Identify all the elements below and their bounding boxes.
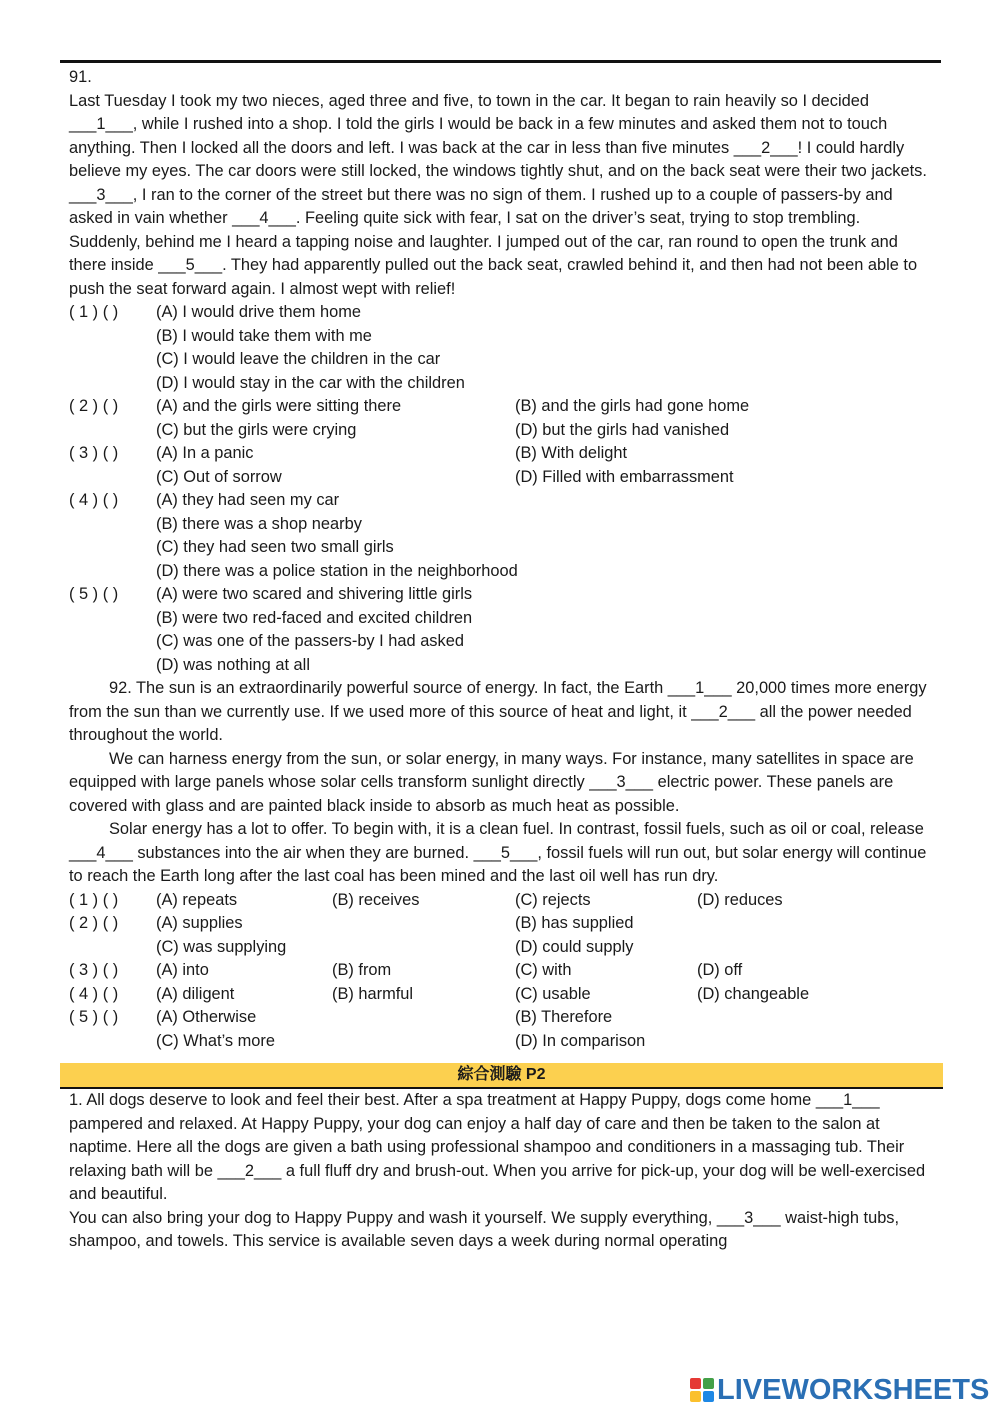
logo-square-1 — [690, 1378, 701, 1389]
p2-paragraph-1: 1. All dogs deserve to look and feel their best. After a spa treatment at Happy Puppy, dogs come home ___1___ pampered and relaxed. At Happy Puppy, your dog can enjoy a half day of care and then be taken to the salon at naptime. Here all the dogs are given a bath using professional shampoo and conditioners in a massaging tub. Their relaxing bath will be ___2___ a full fluff dry and brush-out. When you arrive for pick-up, your dog will be well-exercised and beautiful. — [69, 1091, 926, 1203]
q91-item-1 — [69, 301, 934, 325]
q92-item-3-option-c[interactable]: (C) with — [515, 961, 572, 979]
q91-item-2-option-d[interactable]: (D) but the girls had vanished — [515, 420, 730, 439]
q91-item-2-option-b[interactable]: (B) and the girls had gone home — [515, 397, 750, 415]
q92-item-1-option-c[interactable]: (C) rejects — [515, 890, 591, 909]
q92-item-5-option-d[interactable]: (D) In comparison — [515, 1031, 646, 1050]
q91-passage: Last Tuesday I took my two nieces, aged three and five, to town in the car. It began to rain heavily so I decided ___1___, while I rushed into a shop. I told the girls I would be back in a few minutes and asked them not to touch anything. Then I locked all the doors and left. I was back at the car in less than five minutes ___2___! I could hardly believe my eyes. The car doors were still locked, the windows tightly shut, and on the back seat were their two jackets. ___3___, I ran to the corner of the street but there was no sign of them. I rushed up to a couple of passers-by and asked in vain whether ___4___. Feeling quite sick with fear, I sat on the driver’s seat, trying to stop trembling. Suddenly, behind me I heard a tapping noise and laughter. I jumped out of the car, ran round to open the trunk and there inside ___5___. They had apparently pulled out the back seat, crawled behind it, and then had not been able to push the seat forward again. I almost wept with relief! — [69, 91, 927, 298]
q92-item-1-option-b[interactable]: (B) receives — [332, 890, 420, 909]
q92-item-5-number[interactable]: ( 5 ) ( ) — [69, 1008, 119, 1026]
q92-item-3 — [69, 959, 934, 983]
q92-item-3-option-a[interactable]: (A) into — [156, 961, 209, 979]
q91-item-1-number[interactable]: ( 1 ) ( ) — [69, 303, 119, 321]
q91-item-3-option-c[interactable]: (C) Out of sorrow — [156, 467, 282, 486]
q92-item-3-option-b[interactable]: (B) from — [332, 961, 392, 979]
q91-item-3-number[interactable]: ( 3 ) ( ) — [69, 444, 119, 462]
q91-item-5 — [69, 583, 934, 607]
q91-item-5-option-c[interactable]: (C) was one of the passers-by I had asked — [156, 632, 464, 650]
q92-item-1 — [69, 889, 934, 913]
q92-item-3-number[interactable]: ( 3 ) ( ) — [69, 961, 119, 979]
q92-item-4-number[interactable]: ( 4 ) ( ) — [69, 984, 119, 1003]
q91-item-1-option-a[interactable]: (A) I would drive them home — [156, 303, 361, 321]
q92-item-2-option-c[interactable]: (C) was supplying — [156, 937, 287, 956]
q92-item-5 — [69, 1006, 934, 1030]
q91-item-5-option-a[interactable]: (A) were two scared and shivering little girls — [156, 585, 473, 603]
q92-item-4-option-b[interactable]: (B) harmful — [332, 984, 414, 1003]
q92-item-2-number[interactable]: ( 2 ) ( ) — [69, 914, 119, 932]
section-header-p2: 綜合測驗 P2 — [60, 1063, 943, 1089]
q92-item-2-option-a[interactable]: (A) supplies — [156, 914, 243, 932]
q92-item-1-number[interactable]: ( 1 ) ( ) — [69, 890, 119, 909]
q92-item-2-option-d[interactable]: (D) could supply — [515, 937, 634, 956]
q91-item-3-option-b[interactable]: (B) With delight — [515, 444, 628, 462]
q91-item-5-number[interactable]: ( 5 ) ( ) — [69, 585, 119, 603]
q92-item-5-option-c[interactable]: (C) What’s more — [156, 1031, 275, 1050]
q91-item-2-option-a[interactable]: (A) and the girls were sitting there — [156, 397, 402, 415]
q92-paragraph-3: Solar energy has a lot to offer. To begin with, it is a clean fuel. In contrast, fossil fuels, such as oil or coal, release ___4___ substances into the air when they are burned. ___5___, fossil fuels will run out, but solar energy will continue to reach the Earth long after the last coal has been mined and the last oil well has run dry. — [69, 820, 927, 885]
q91-item-4-number[interactable]: ( 4 ) ( ) — [69, 491, 119, 509]
q91-number: 91. — [69, 68, 92, 86]
q91-item-4-option-a[interactable]: (A) they had seen my car — [156, 491, 340, 509]
q91-item-4-option-c[interactable]: (C) they had seen two small girls — [156, 538, 394, 556]
liveworksheets-logo — [690, 1375, 989, 1405]
q91-item-2 — [69, 395, 934, 419]
q91-item-3-option-d[interactable]: (D) Filled with embarrassment — [515, 467, 734, 486]
q91-item-1-option-b[interactable]: (B) I would take them with me — [156, 326, 372, 345]
q92-item-4-option-c[interactable]: (C) usable — [515, 984, 591, 1003]
q91-item-1-option-d[interactable]: (D) I would stay in the car with the children — [156, 373, 465, 392]
q91-item-3-option-a[interactable]: (A) In a panic — [156, 444, 254, 462]
q92-item-3-option-d[interactable]: (D) off — [697, 961, 743, 979]
q91-item-4-option-d[interactable]: (D) there was a police station in the neighborhood — [156, 561, 518, 580]
logo-square-2 — [703, 1378, 714, 1389]
q91-item-2-option-c[interactable]: (C) but the girls were crying — [156, 420, 357, 439]
logo-square-4 — [703, 1391, 714, 1402]
q92-item-2 — [69, 912, 934, 936]
q92-item-4 — [69, 983, 934, 1007]
logo-square-3 — [690, 1391, 701, 1402]
top-rule — [60, 60, 941, 63]
q92-item-4-option-d[interactable]: (D) changeable — [697, 984, 810, 1003]
p2-paragraph-2: You can also bring your dog to Happy Puppy and wash it yourself. We supply everything, ___3___ waist-high tubs, shampoo, and towels. This service is available seven days a week during normal operating — [69, 1208, 900, 1250]
q92-paragraph-2: We can harness energy from the sun, or solar energy, in many ways. For instance, many satellites in space are equipped with large panels whose solar cells transform sunlight directly ___3___ electric power. These panels are covered with glass and are painted black inside to absorb as much heat as possible. — [69, 749, 914, 815]
q92-item-1-option-d[interactable]: (D) reduces — [697, 890, 783, 909]
q91-item-2-number[interactable]: ( 2 ) ( ) — [69, 397, 119, 415]
q91-item-4-option-b[interactable]: (B) there was a shop nearby — [156, 514, 362, 533]
worksheet — [69, 66, 934, 1254]
q92-item-2-option-b[interactable]: (B) has supplied — [515, 914, 634, 932]
q92-item-1-option-a[interactable]: (A) repeats — [156, 890, 238, 909]
q91-item-1-option-c[interactable]: (C) I would leave the children in the car — [156, 350, 441, 368]
q91-item-5-option-b[interactable]: (B) were two red-faced and excited children — [156, 608, 473, 627]
q91-item-3 — [69, 442, 934, 466]
liveworksheets-logo-icon — [690, 1378, 714, 1402]
q92-item-5-option-a[interactable]: (A) Otherwise — [156, 1008, 257, 1026]
q91-item-4 — [69, 489, 934, 513]
q92-item-4-option-a[interactable]: (A) diligent — [156, 984, 235, 1003]
q92-item-5-option-b[interactable]: (B) Therefore — [515, 1008, 613, 1026]
liveworksheets-logo-text: LIVEWORKSHEETS — [717, 1373, 990, 1406]
q91-item-5-option-d[interactable]: (D) was nothing at all — [156, 655, 310, 674]
q92-paragraph-1: 92. The sun is an extraordinarily powerful source of energy. In fact, the Earth ___1___ 20,000 times more energy from the sun than we currently use. If we used more of this source of heat and light, it ___2___ all the power needed throughout the world. — [69, 679, 927, 744]
